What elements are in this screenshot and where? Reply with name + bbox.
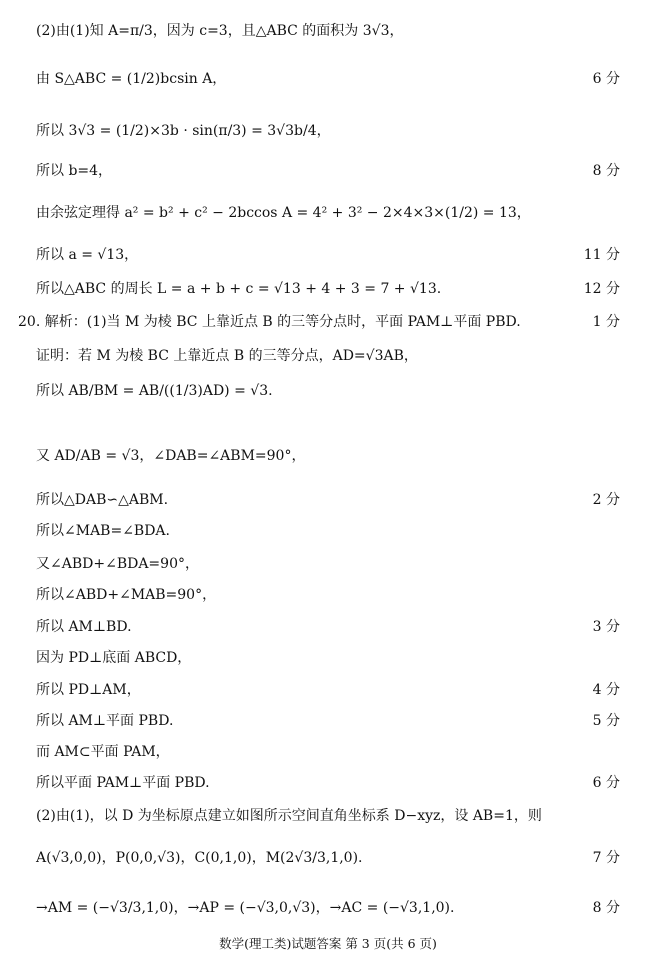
answer-line-text: 所以 AM⊥平面 PBD. [36, 713, 174, 729]
answer-line-text: A(√3,0,0)，P(0,0,√3)，C(0,1,0)，M(2√3/3,1,0). [36, 850, 363, 866]
answer-line-text: 因为 PD⊥底面 ABCD， [36, 650, 192, 666]
score-mark: 4 分 [592, 682, 620, 698]
answer-line-text: 由 S△ABC = (1/2)bcsin A， [36, 71, 227, 87]
answer-line-text: 所以△ABC 的周长 L = a + b + c = √13 + 4 + 3 = 7 + √13. [36, 281, 442, 297]
score-mark: 6 分 [592, 71, 620, 87]
answer-line-text: 所以 a = √13， [36, 247, 139, 263]
answer-line-text: 所以 AB/BM = AB/((1/3)AD) = √3. [36, 383, 273, 399]
answer-line-text: 所以 b=4， [36, 163, 113, 179]
answer-line-text: 所以 AM⊥BD. [36, 619, 132, 635]
score-mark: 5 分 [592, 713, 620, 729]
answer-line-text: 由余弦定理得 a² = b² + c² − 2bccos A = 4² + 3² − 2×4×3×(1/2) = 13， [36, 205, 531, 221]
score-mark: 8 分 [592, 163, 620, 179]
answer-line-text: 所以 PD⊥AM， [36, 682, 141, 698]
score-mark: 3 分 [592, 619, 620, 635]
score-mark: 11 分 [583, 247, 620, 263]
answer-line-text: 所以∠MAB=∠BDA. [36, 523, 170, 539]
answer-line-text: 又 AD/AB = √3，∠DAB=∠ABM=90°， [36, 448, 306, 464]
answer-line-text: 所以∠ABD+∠MAB=90°， [36, 587, 217, 603]
answer-line-text: 20. 解析：(1)当 M 为棱 BC 上靠近点 B 的三等分点时，平面 PAM⊥平面 PBD. [18, 314, 521, 330]
score-mark: 2 分 [592, 492, 620, 508]
score-mark: 6 分 [592, 775, 620, 791]
score-mark: 12 分 [583, 281, 620, 297]
score-mark: 7 分 [592, 850, 620, 866]
answer-line-text: (2)由(1)知 A=π/3，因为 c=3，且△ABC 的面积为 3√3， [36, 23, 404, 39]
score-mark: 1 分 [592, 314, 620, 330]
score-mark: 8 分 [592, 900, 620, 916]
answer-line-text: 所以△DAB∽△ABM. [36, 492, 169, 508]
answer-line-text: 证明：若 M 为棱 BC 上靠近点 B 的三等分点，AD=√3AB， [36, 348, 418, 364]
answer-line-text: 所以 3√3 = (1/2)×3b · sin(π/3) = 3√3b/4， [36, 123, 331, 139]
answer-line-text: 又∠ABD+∠BDA=90°， [36, 556, 199, 572]
answer-line-text: 而 AM⊂平面 PAM， [36, 744, 170, 760]
page-footer: 数学(理工类)试题答案 第 3 页(共 6 页) [219, 936, 437, 951]
answer-line-text: →AM = (−√3/3,1,0)，→AP = (−√3,0,√3)，→AC = (−√3,1,0). [36, 900, 455, 916]
answer-line-text: 所以平面 PAM⊥平面 PBD. [36, 775, 210, 791]
answer-line-text: (2)由(1)，以 D 为坐标原点建立如图所示空间直角坐标系 D−xyz，设 AB=1，则 [36, 808, 542, 824]
